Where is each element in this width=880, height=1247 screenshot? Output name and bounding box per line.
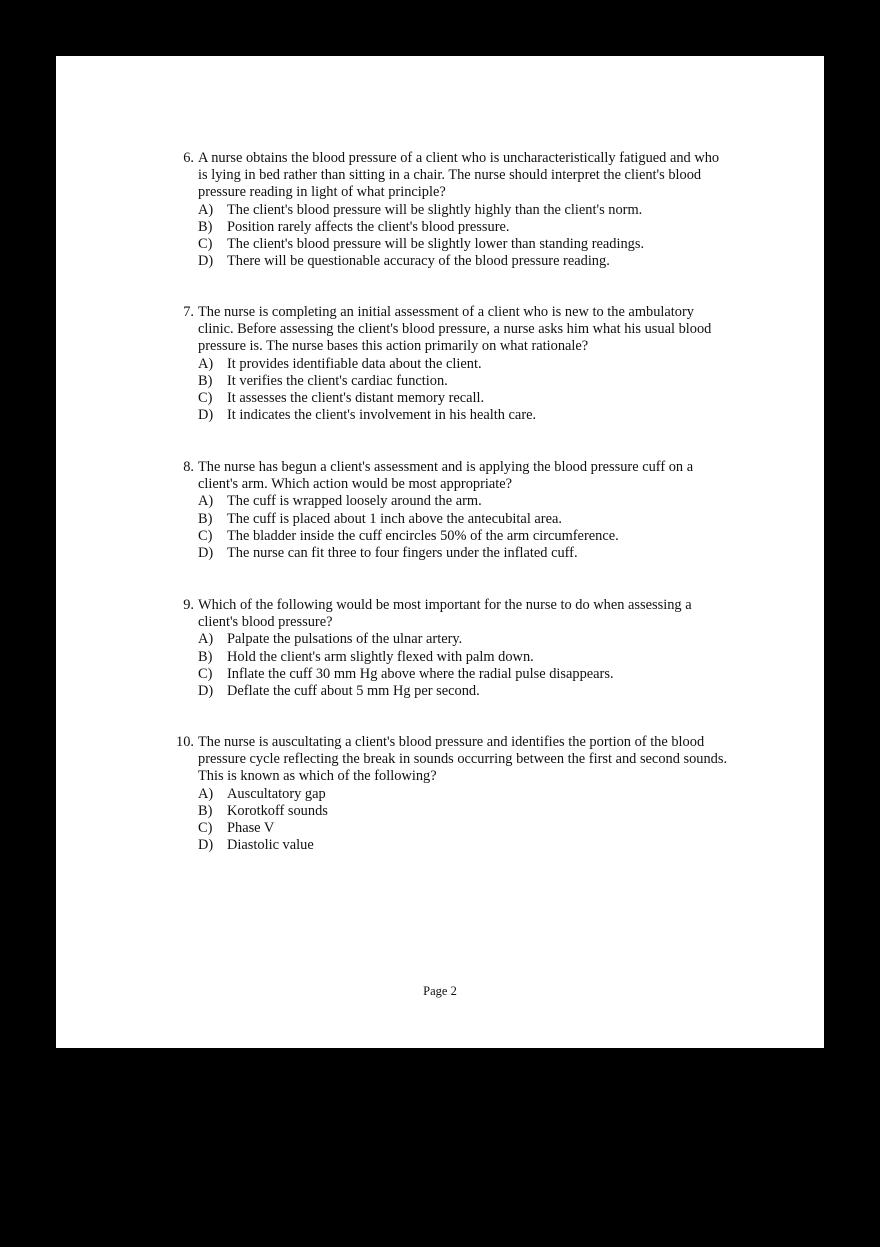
question-6 xyxy=(56,150,824,270)
option-letter: D) xyxy=(198,407,214,424)
answer-option-d xyxy=(56,545,824,562)
option-letter: A) xyxy=(198,493,214,510)
option-text: It provides identifiable data about the client. xyxy=(227,355,482,372)
option-text: The client's blood pressure will be slightly highly than the client's norm. xyxy=(227,201,643,218)
answer-option-c xyxy=(56,236,824,253)
answer-option-c xyxy=(56,390,824,407)
answer-option-b xyxy=(56,219,824,236)
option-text: The cuff is placed about 1 inch above the antecubital area. xyxy=(227,510,562,527)
option-letter: D) xyxy=(198,545,214,562)
option-letter: A) xyxy=(198,355,214,372)
option-text: Korotkoff sounds xyxy=(227,802,328,819)
option-letter: C) xyxy=(198,665,213,682)
question-stem: The nurse has begun a client's assessment and is applying the blood pressure cuff on a client's arm. Which action would be most appropriate? xyxy=(198,459,694,493)
question-8 xyxy=(56,459,824,562)
option-letter: B) xyxy=(198,802,213,819)
option-text: It assesses the client's distant memory recall. xyxy=(227,390,485,407)
option-letter: B) xyxy=(198,648,213,665)
question-10 xyxy=(56,734,824,854)
answer-option-d xyxy=(56,253,824,270)
option-text: Inflate the cuff 30 mm Hg above where the radial pulse disappears. xyxy=(227,665,614,682)
answer-option-b xyxy=(56,649,824,666)
question-number: 9. xyxy=(183,597,194,613)
question-number: 10. xyxy=(176,734,194,750)
answer-option-b xyxy=(56,373,824,390)
answer-option-a xyxy=(56,356,824,373)
option-letter: B) xyxy=(198,218,213,235)
answer-option-c xyxy=(56,666,824,683)
option-text: The cuff is wrapped loosely around the arm. xyxy=(227,493,482,510)
option-text: It indicates the client's involvement in his health care. xyxy=(227,407,537,424)
answer-option-d xyxy=(56,683,824,700)
question-stem: Which of the following would be most important for the nurse to do when assessing a client's blood pressure? xyxy=(198,597,692,631)
answer-option-c xyxy=(56,820,824,837)
option-text: Phase V xyxy=(227,820,275,837)
option-text: Diastolic value xyxy=(227,837,314,854)
option-letter: C) xyxy=(198,390,213,407)
question-number: 8. xyxy=(183,459,194,475)
option-letter: B) xyxy=(198,510,213,527)
document-page xyxy=(56,56,824,1048)
question-number: 7. xyxy=(183,304,194,320)
question-stem: A nurse obtains the blood pressure of a client who is uncharacteristically fatigued and who is lying in bed rather than sitting in a chair. The nurse should interpret the client's blood pressure reading in light of what principle? xyxy=(198,150,720,201)
option-letter: C) xyxy=(198,820,213,837)
option-letter: C) xyxy=(198,236,213,253)
answer-option-c xyxy=(56,528,824,545)
question-9 xyxy=(56,597,824,700)
option-letter: D) xyxy=(198,683,214,700)
question-stem: The nurse is completing an initial assessment of a client who is new to the ambulatory clinic. Before assessing the client's blood pressure, a nurse asks him what his usual blood pressure is. The nurse bases this action primarily on what rationale? xyxy=(198,304,712,355)
answer-option-b xyxy=(56,803,824,820)
answer-option-a xyxy=(56,786,824,803)
option-letter: B) xyxy=(198,372,213,389)
question-7 xyxy=(56,304,824,424)
option-letter: D) xyxy=(198,253,214,270)
answer-option-b xyxy=(56,511,824,528)
page-number-footer: Page 2 xyxy=(423,984,457,998)
answer-option-a xyxy=(56,493,824,510)
question-stem: The nurse is auscultating a client's blood pressure and identifies the portion of the blood pressure cycle reflecting the break in sounds occurring between the first and second sounds. This is known as which of the following? xyxy=(198,734,728,785)
option-text: Auscultatory gap xyxy=(227,785,326,802)
option-letter: A) xyxy=(198,631,214,648)
option-text: The client's blood pressure will be slightly lower than standing readings. xyxy=(227,236,645,253)
option-letter: A) xyxy=(198,785,214,802)
option-text: The bladder inside the cuff encircles 50% of the arm circumference. xyxy=(227,527,619,544)
option-text: Palpate the pulsations of the ulnar artery. xyxy=(227,631,463,648)
option-text: Deflate the cuff about 5 mm Hg per second. xyxy=(227,683,480,700)
answer-option-a xyxy=(56,631,824,648)
option-letter: C) xyxy=(198,527,213,544)
option-text: Position rarely affects the client's blood pressure. xyxy=(227,218,510,235)
option-text: Hold the client's arm slightly flexed with palm down. xyxy=(227,648,534,665)
answer-option-d xyxy=(56,837,824,854)
option-letter: D) xyxy=(198,837,214,854)
option-letter: A) xyxy=(198,201,214,218)
option-text: The nurse can fit three to four fingers under the inflated cuff. xyxy=(227,545,578,562)
option-text: It verifies the client's cardiac function. xyxy=(227,372,448,389)
answer-option-d xyxy=(56,407,824,424)
answer-option-a xyxy=(56,202,824,219)
option-text: There will be questionable accuracy of the blood pressure reading. xyxy=(227,253,610,270)
question-number: 6. xyxy=(183,150,194,166)
